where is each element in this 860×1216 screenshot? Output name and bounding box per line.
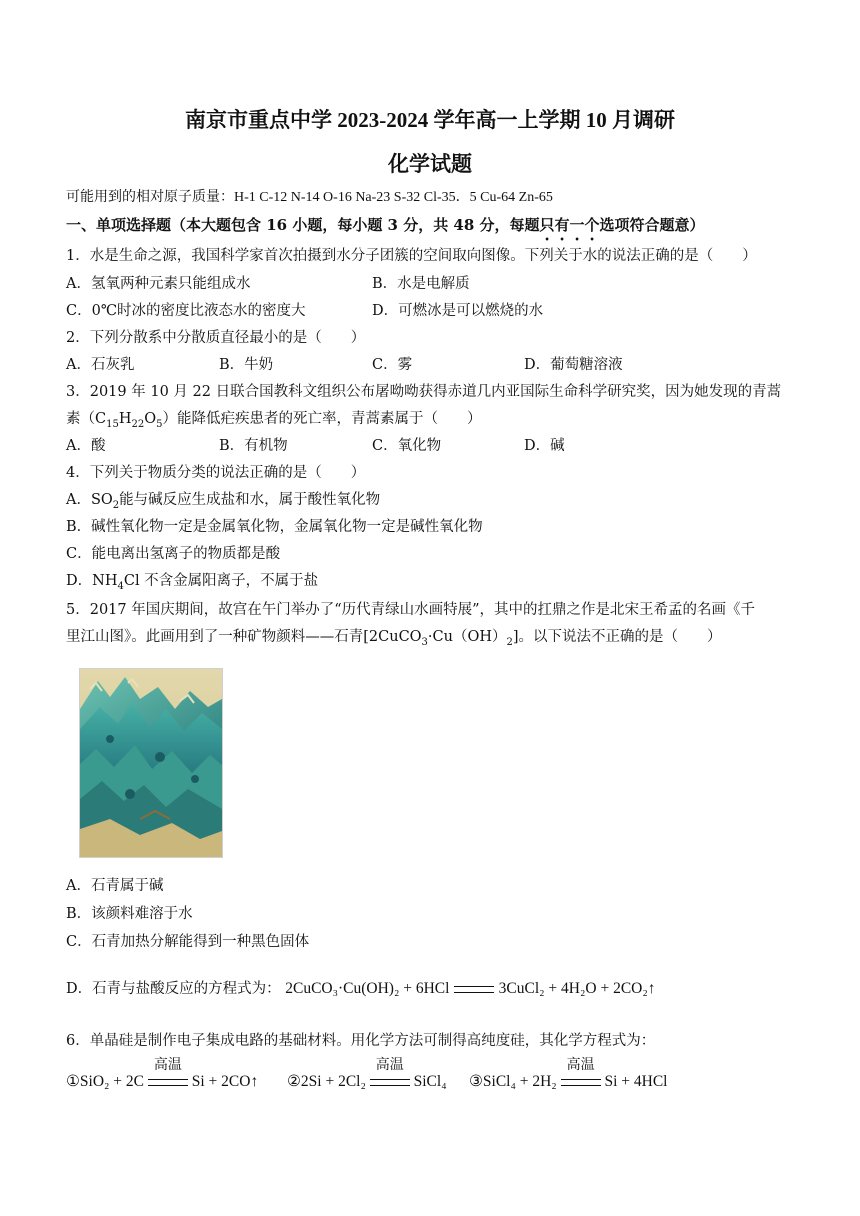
reaction-right: Si + 4HCl: [604, 1073, 668, 1090]
q6-reaction-2: [287, 1057, 447, 1091]
q3-text: 素（C: [66, 411, 107, 427]
q5-text: ]。以下说法不正确的是（ ）: [512, 629, 722, 645]
q5-sub: 3: [421, 636, 428, 648]
q4-text: 能与碱反应生成盐和水，属于酸性氧化物: [119, 492, 381, 508]
q5-option-a: A．石青属于碱: [66, 878, 164, 894]
q5-equation-left: 2CuCO₃·Cu(OH)₂ + 6HCl: [285, 980, 450, 997]
q5-equation-right: 3CuCl₂ + 4H₂O + 2CO₂↑: [498, 980, 656, 997]
q1-stem: 1．水是生命之源，我国科学家首次拍摄到水分子团簇的空间取向图像。下列关于水的说法正确的是（ ）: [66, 248, 757, 264]
reaction-condition: [148, 1057, 188, 1091]
condition-label: 高温: [375, 1057, 404, 1073]
q4-sub: 2: [112, 499, 120, 511]
q5-option-b: B．该颜料难溶于水: [66, 906, 193, 922]
q3-sub: 15: [106, 418, 119, 430]
reaction-left: ①SiO₂ + 2C: [66, 1073, 144, 1090]
q2-stem: 2．下列分散系中分散质直径最小的是（ ）: [66, 330, 366, 346]
q3-option-d: D．碱: [524, 438, 565, 454]
q6-reaction-3: [469, 1057, 668, 1091]
q4-text: A．SO: [66, 492, 113, 508]
reaction-left: ②2Si + 2Cl₂: [287, 1073, 366, 1090]
q5-option-d: [66, 979, 656, 999]
q3-sub: 5: [156, 418, 163, 430]
landscape-painting-image: [79, 668, 223, 858]
q4-option-a: [66, 490, 380, 516]
reaction-right: Si + 2CO↑: [191, 1073, 259, 1090]
q3-text: O: [144, 411, 157, 427]
q6-stem: 6．单晶硅是制作电子集成电路的基础材料。用化学方法可制得高纯度硅，其化学方程式为：: [66, 1033, 656, 1049]
q5-stem-line2: [66, 627, 722, 653]
q4-stem: 4．下列关于物质分类的说法正确的是（ ）: [66, 465, 366, 481]
q3-sub: 22: [131, 418, 145, 430]
reaction-condition: [370, 1057, 410, 1091]
q3-option-c: C．氧化物: [372, 438, 442, 454]
q2-option-d: D．葡萄糖溶液: [524, 357, 623, 373]
q5-stem-line1: 5．2017 年国庆期间，故宫在午门举办了“历代青绿山水画特展”，其中的扛鼎之作是北宋王希孟的名画《千: [66, 602, 756, 618]
q4-option-d: [66, 571, 318, 597]
page-title: 南京市重点中学 2023-2024 学年高一上学期 10 月调研: [185, 108, 675, 132]
q5-equation-equals: [454, 979, 494, 999]
q1-option-c: C．0℃时冰的密度比液态水的密度大: [66, 303, 306, 319]
double-line-equals: [561, 1079, 601, 1086]
q4-sub: 4: [117, 580, 124, 592]
q2-option-c: C．雾: [372, 357, 413, 373]
q4-text: Cl 不含金属阳离子，不属于盐: [123, 573, 319, 589]
q5-text: ·Cu（OH）: [427, 629, 507, 645]
q2-option-a: A．石灰乳: [66, 357, 135, 373]
q1-option-a: A．氢氧两种元素只能组成水: [66, 276, 251, 292]
reaction-right: SiCl₄: [413, 1073, 447, 1090]
condition-label: 高温: [566, 1057, 595, 1073]
q5-option-c: C．石青加热分解能得到一种黑色固体: [66, 934, 310, 950]
q2-option-b: B．牛奶: [219, 357, 274, 373]
q4-option-b: B．碱性氧化物一定是金属氧化物，金属氧化物一定是碱性氧化物: [66, 519, 483, 535]
q4-text: D．NH: [66, 573, 118, 589]
q3-option-b: B．有机物: [219, 438, 288, 454]
q1-option-d: D．可燃冰是可以燃烧的水: [372, 303, 544, 319]
reaction-condition: [561, 1057, 601, 1091]
q3-stem-line2: [66, 409, 482, 435]
section-heading-emphasis: 只有一个: [539, 216, 600, 234]
reaction-left: ③SiCl₄ + 2H₂: [469, 1073, 557, 1090]
page-subtitle: 化学试题: [388, 152, 472, 176]
condition-label: 高温: [153, 1057, 182, 1073]
q3-text: H: [118, 411, 132, 427]
q3-text: ）能降低疟疾患者的死亡率，青蒿素属于（ ）: [162, 411, 482, 427]
atomic-masses: 可能用到的相对原子质量：H-1 C-12 N-14 O-16 Na-23 S-32 Cl-35．5 Cu-64 Zn-65: [66, 190, 553, 205]
q3-stem-line1: 3．2019 年 10 月 22 日联合国教科文组织公布屠呦呦获得赤道几内亚国际生命科学研究奖，因为她发现的青蒿: [66, 384, 782, 400]
q3-option-a: A．酸: [66, 438, 106, 454]
q5-text: 里江山图》。此画用到了一种矿物颜料——石青[2CuCO: [66, 629, 422, 645]
q6-reaction-1: [66, 1057, 259, 1091]
q4-option-c: C．能电离出氢离子的物质都是酸: [66, 546, 281, 562]
section-heading: [66, 214, 705, 244]
double-line-equals: [454, 986, 494, 993]
section-heading-suffix: 选项符合题意）: [599, 216, 705, 234]
landscape-painting-svg: [80, 669, 222, 857]
q5-sub: 2: [506, 636, 513, 648]
q5-option-d-text: D．石青与盐酸反应的方程式为：: [66, 981, 281, 997]
double-line-equals: [370, 1079, 410, 1086]
double-line-equals: [148, 1079, 188, 1086]
q1-option-b: B．水是电解质: [372, 276, 470, 292]
section-heading-prefix: 一、单项选择题（本大题包含 16 小题，每小题 3 分，共 48 分，每题: [66, 216, 540, 234]
